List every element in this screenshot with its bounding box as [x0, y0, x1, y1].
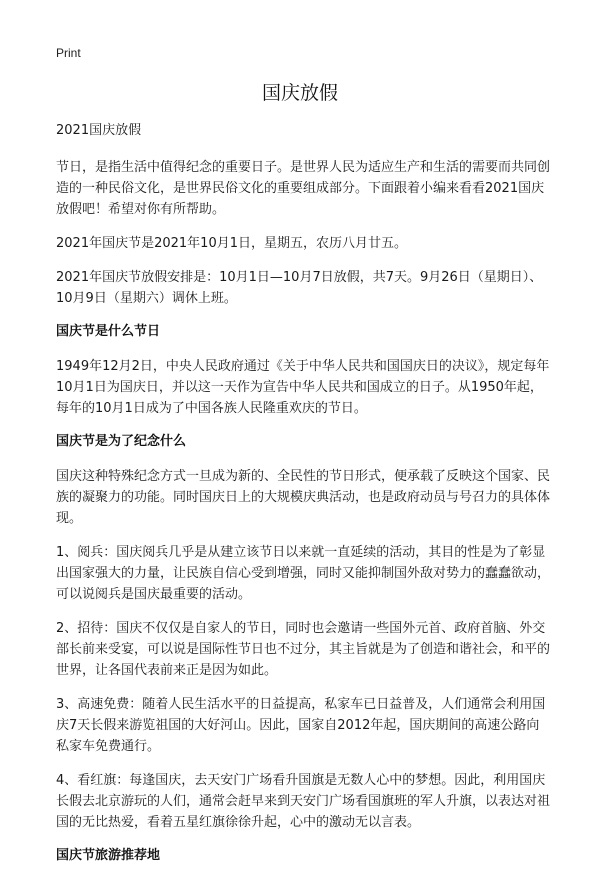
- print-link[interactable]: Print: [56, 46, 81, 60]
- section-paragraph-highway: 3、高速免费：随着人民生活水平的日益提高，私家车已日益普及，人们通常会利用国庆7天长假来游览祖国的大好河山。因此，国家自2012年起，国庆期间的高速公路向私家车免费通行。: [56, 697, 546, 754]
- section-paragraph: 国庆这种特殊纪念方式一旦成为新的、全民性的节日形式，便承载了反映这个国家、民族的凝聚力的功能。同时国庆日上的大规模庆典活动，也是政府动员与号召力的具体体现。: [56, 469, 551, 526]
- section-paragraph-parade: 1、阅兵：国庆阅兵几乎是从建立该节日以来就一直延续的活动，其目的性是为了彰显出国家强大的力量，让民族自信心受到增强，同时又能抑制国外敌对势力的蠢蠢欲动，可以说阅兵是国庆最重要的活动。: [56, 545, 551, 602]
- page-title: 国庆放假: [261, 82, 338, 104]
- article-subtitle: 2021国庆放假: [56, 123, 142, 138]
- section-paragraph-reception: 2、招待：国庆不仅仅是自家人的节日，同时也会邀请一些国外元首、政府首脑、外交部长前来受宴，可以说是国际性节日也不过分，其主旨就是为了创造和谐社会，和平的世界，让各国代表前来正是因为如此。: [56, 621, 551, 678]
- section-heading-travel: 国庆节旅游推荐地: [56, 848, 161, 863]
- section-heading-commemorate: 国庆节是为了纪念什么: [56, 434, 187, 449]
- article-body: [56, 120, 552, 880]
- holiday-schedule-paragraph: 2021年国庆节放假安排是：10月1日—10月7日放假，共7天。9月26日（星期日）、10月9日（星期六）调休上班。: [56, 270, 543, 306]
- section-paragraph-flag: 4、看红旗：每逢国庆，去天安门广场看升国旗是无数人心中的梦想。因此，利用国庆长假去北京游玩的人们，通常会赶早来到天安门广场看国旗班的军人升旗，以表达对祖国的无比热爱，看着五星红旗徐徐升起，心中的激动无以言表。: [56, 773, 551, 830]
- section-paragraph: 1949年12月2日，中央人民政府通过《关于中华人民共和国国庆日的决议》，规定每年10月1日为国庆日，并以这一天作为宣告中华人民共和国成立的日子。从1950年起，每年的10月1日成为了中国各族人民隆重欢庆的节日。: [56, 359, 550, 416]
- intro-paragraph: 节日，是指生活中值得纪念的重要日子。是世界人民为适应生产和生活的需要而共同创造的一种民俗文化，是世界民俗文化的重要组成部分。下面跟着小编来看看2021国庆放假吧！希望对你有所帮助。: [56, 160, 551, 217]
- holiday-date-paragraph: 2021年国庆节是2021年10月1日，星期五，农历八月廿五。: [56, 236, 407, 251]
- section-heading-what-is-national-day: 国庆节是什么节日: [56, 324, 161, 339]
